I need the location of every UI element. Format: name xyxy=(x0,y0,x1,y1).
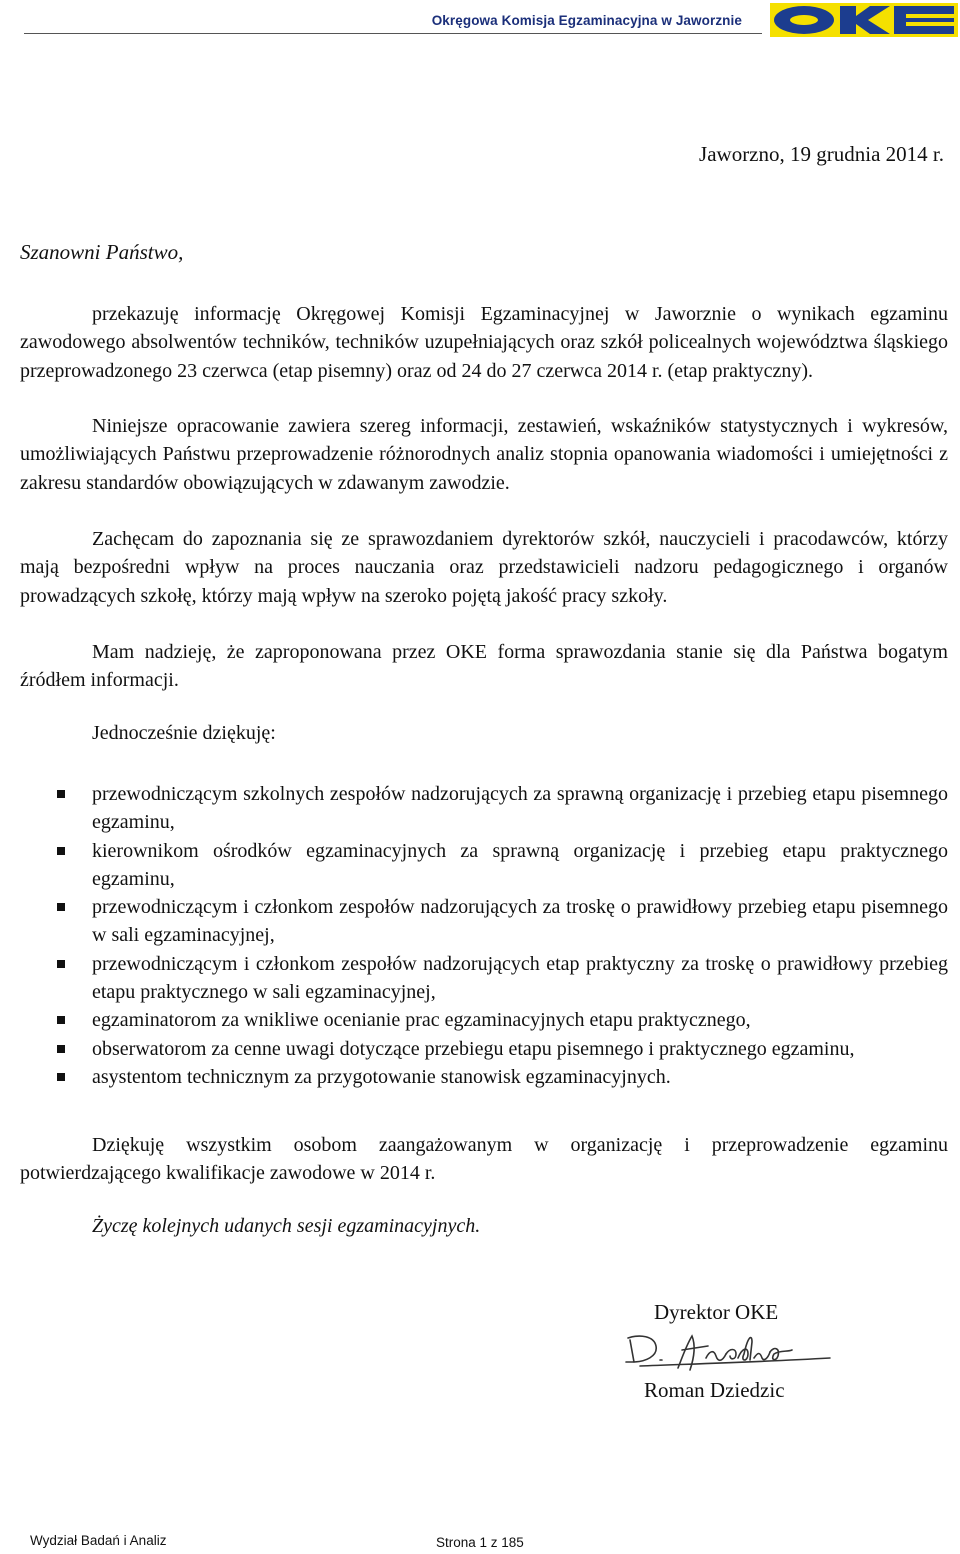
page-header xyxy=(0,0,960,40)
list-item xyxy=(20,1006,948,1034)
page-number: Strona 1 z 185 xyxy=(436,1535,524,1550)
salutation: Szanowni Państwo, xyxy=(20,240,184,264)
closing-wish: Życzę kolejnych udanych sesji egzaminacyjnych. xyxy=(92,1215,481,1237)
list-item-text: przewodniczącym szkolnych zespołów nadzorujących za sprawną organizację i przebieg etapu pisemnego egzaminu, xyxy=(92,783,948,834)
paragraph-encouragement: Zachęcam do zapoznania się ze sprawozdaniem dyrektorów szkół, nauczycieli i pracodawców, którzy mają bezpośredni wpływ na proces nauczania oraz przedstawicieli nadzoru pedagogicznego i organów prowadzących szkołę, którzy mają wpływ na szeroko pojętą jakość pracy szkoły. xyxy=(20,528,948,607)
paragraph-intro: przekazuję informację Okręgowej Komisji Egzaminacyjnej w Jaworznie o wynikach egzaminu zawodowego absolwentów techników, techników uzupełniających oraz szkół policealnych województwa śląskiego przeprowadzonego 23 czerwca (etap pisemny) oraz od 24 do 27 czerwca 2014 r. (etap praktyczny). xyxy=(20,303,948,382)
bullet-square-icon xyxy=(57,1045,65,1053)
list-item-text: obserwatorom za cenne uwagi dotyczące przebiegu etapu pisemnego i praktycznego egzaminu, xyxy=(92,1037,855,1060)
signatory-name: Roman Dziedzic xyxy=(644,1378,785,1402)
list-item-text: egzaminatorom za wnikliwe ocenianie prac egzaminacyjnych etapu praktycznego, xyxy=(92,1009,751,1032)
list-item xyxy=(20,1063,948,1091)
list-item xyxy=(20,780,948,837)
paragraph-hope: Mam nadzieję, że zaproponowana przez OKE forma sprawozdania stanie się dla Państwa bogatym źródłem informacji. xyxy=(20,641,948,692)
bullet-square-icon xyxy=(57,1073,65,1081)
footer-department: Wydział Badań i Analiz xyxy=(30,1533,167,1548)
bullet-square-icon xyxy=(57,960,65,968)
institution-name: Okręgowa Komisja Egzaminacyjna w Jaworznie xyxy=(431,13,742,28)
paragraph-content: Niniejsze opracowanie zawiera szereg informacji, zestawień, wskaźników statystycznych i wykresów, umożliwiających Państwu przeprowadzenie różnorodnych analiz stopnia opanowania wiadomości i umiejętności z zakresu standardów obowiązujących w zdawanym zawodzie. xyxy=(20,415,948,494)
thanks-list xyxy=(20,780,948,1091)
signatory-role: Dyrektor OKE xyxy=(654,1300,779,1324)
list-item xyxy=(20,837,948,894)
handwritten-signature xyxy=(620,1328,840,1376)
list-item-text: asystentom technicznym za przygotowanie stanowisk egzaminacyjnych. xyxy=(92,1065,671,1088)
bullet-square-icon xyxy=(57,847,65,855)
oke-logo xyxy=(770,3,958,37)
header-divider xyxy=(24,33,762,34)
bullet-square-icon xyxy=(57,790,65,798)
closing-paragraph: Dziękuję wszystkim osobom zaangażowanym w organizację i przeprowadzenie egzaminu potwierdzającego kwalifikacje zawodowe w 2014 r. xyxy=(20,1134,948,1185)
list-item-text: kierownikom ośrodków egzaminacyjnych za sprawną organizację i przebieg etapu praktycznego egzaminu, xyxy=(92,839,948,890)
thanks-intro: Jednocześnie dziękuję: xyxy=(92,722,276,744)
list-item xyxy=(20,1035,948,1063)
list-item-text: przewodniczącym i członkom zespołów nadzorujących etap praktyczny za troskę o prawidłowy przebieg etapu praktycznego w sali egzaminacyjnej, xyxy=(92,952,948,1004)
bullet-square-icon xyxy=(57,1016,65,1024)
bullet-square-icon xyxy=(57,903,65,911)
list-item-text: przewodniczącym i członkom zespołów nadzorujących za troskę o prawidłowy przebieg etapu pisemnego w sali egzaminacyjnej, xyxy=(92,896,948,947)
list-item xyxy=(20,950,948,1007)
list-item xyxy=(20,893,948,950)
letter-date: Jaworzno, 19 grudnia 2014 r. xyxy=(699,142,944,166)
